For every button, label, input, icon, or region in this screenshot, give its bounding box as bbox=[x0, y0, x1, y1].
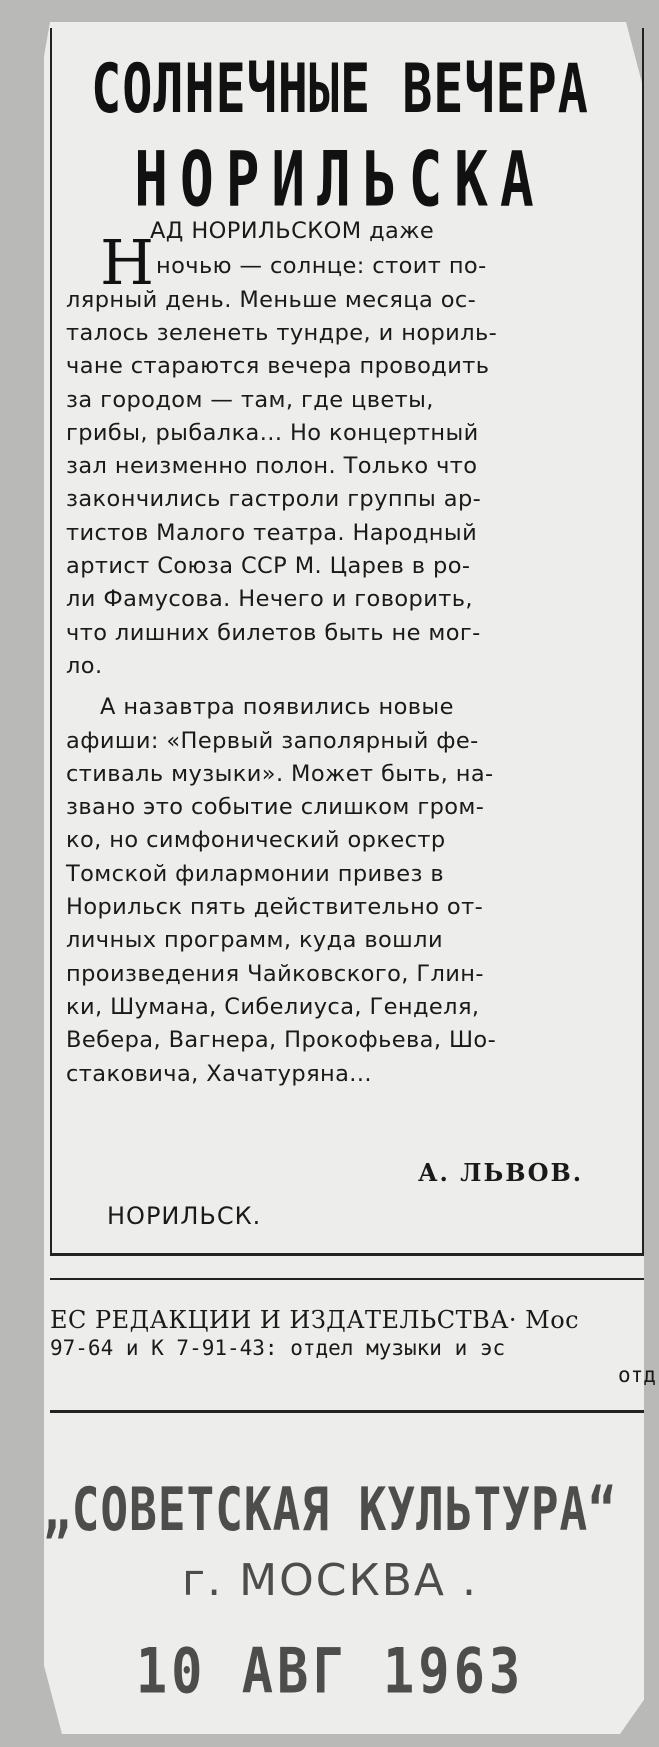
article-line: звано это событие слишком гром- bbox=[66, 794, 485, 821]
stamp-city: г. МОСКВА . bbox=[182, 1555, 478, 1606]
article-line: ло. bbox=[66, 652, 103, 679]
article-line: стиваль музыки». Может быть, на- bbox=[66, 760, 494, 787]
article-line: ночью — солнце: стоит по- bbox=[156, 253, 487, 280]
headline-line-1: СОЛНЕЧНЫЕ ВЕЧЕРА bbox=[91, 49, 589, 129]
dateline: НОРИЛЬСК. bbox=[107, 1202, 262, 1230]
article-line: за городом — там, где цветы, bbox=[66, 386, 434, 413]
article-line: зал неизменно полон. Только что bbox=[66, 453, 478, 480]
stamp-date: 10 АВГ 1963 bbox=[135, 1636, 525, 1708]
article-line: ко, но симфонический оркестр bbox=[66, 827, 446, 854]
article-line: личных программ, куда вошли bbox=[66, 927, 443, 954]
footer-line-2: 97-64 и К 7-91-43: отдел музыки и эс bbox=[50, 1336, 506, 1360]
stamp-newspaper-name: „СОВЕТСКАЯ КУЛЬТУРА“ bbox=[43, 1473, 617, 1545]
article-line: что лишних билетов быть не мог- bbox=[66, 619, 481, 646]
footer-bottom-rule bbox=[50, 1410, 644, 1413]
drop-cap: Н bbox=[100, 226, 155, 299]
article-bottom-rule bbox=[50, 1253, 644, 1256]
article-line: чане стараются вечера проводить bbox=[66, 353, 490, 380]
article-line: АД НОРИЛЬСКОМ даже bbox=[150, 218, 435, 244]
article-line: Вебера, Вагнера, Прокофьева, Шо- bbox=[66, 1027, 497, 1054]
article-line: закончились гастроли группы ар- bbox=[66, 486, 482, 513]
article-line: Томской филармонии привез в bbox=[66, 860, 445, 887]
article-line: Норильск пять действительно от- bbox=[66, 894, 484, 920]
article-line: произведения Чайковского, Глин- bbox=[66, 960, 484, 987]
article-line: стаковича, Хачатуряна... bbox=[66, 1060, 372, 1087]
article-line: афиши: «Первый заполярный фе- bbox=[66, 727, 479, 754]
footer-line-1: ЕС РЕДАКЦИИ И ИЗДАТЕЛЬСТВА· Мос bbox=[50, 1306, 580, 1334]
article-line: лярный день. Меньше месяца ос- bbox=[66, 286, 477, 313]
article-line: ки, Шумана, Сибелиуса, Генделя, bbox=[66, 993, 480, 1020]
headline-line-2: НОРИЛЬСКА bbox=[134, 136, 546, 225]
article-line: тистов Малого театра. Народный bbox=[66, 519, 478, 546]
author-signature: А. ЛЬВОВ. bbox=[418, 1158, 584, 1187]
article-line: грибы, рыбалка... Но концертный bbox=[66, 419, 479, 446]
article-line: ли Фамусова. Нечего и говорить, bbox=[66, 586, 473, 613]
article-line: А назавтра появились новые bbox=[100, 694, 454, 721]
footer-top-rule bbox=[50, 1278, 644, 1280]
footer-line-3: отд bbox=[618, 1363, 656, 1387]
article-line: артист Союза ССР М. Царев в ро- bbox=[66, 553, 471, 579]
article-line: талось зеленеть тундре, и нориль- bbox=[66, 319, 498, 346]
